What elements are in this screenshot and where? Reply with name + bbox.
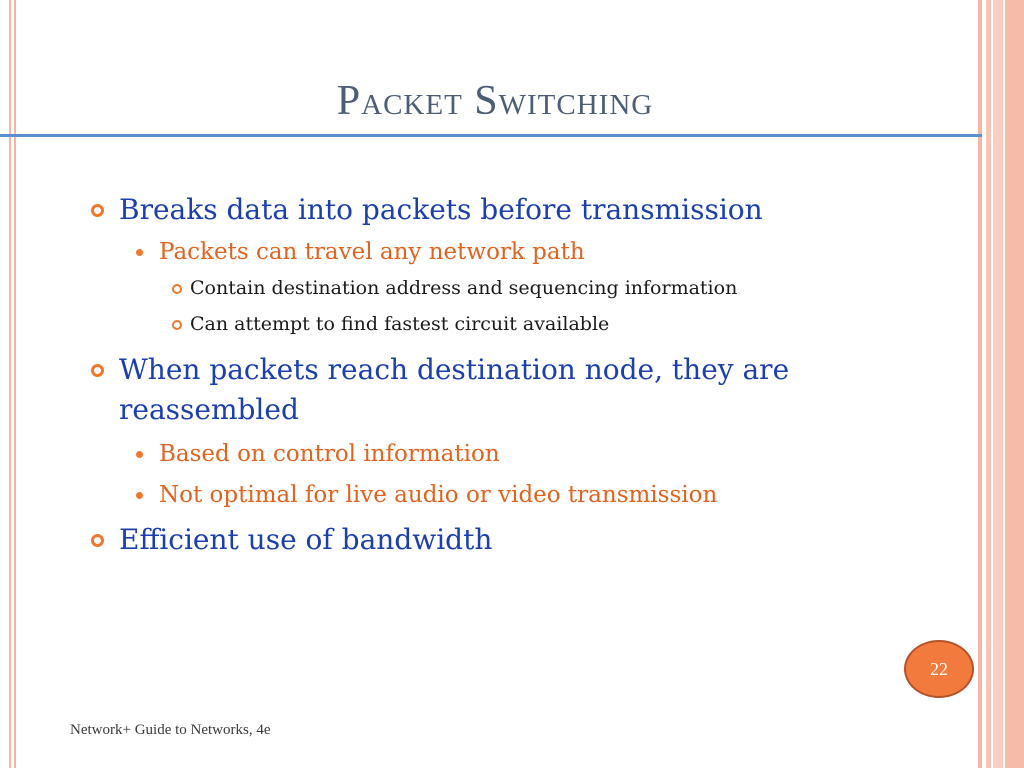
ring-bullet-icon bbox=[172, 284, 182, 294]
ring-bullet-icon bbox=[91, 364, 104, 377]
slide-footer: Network+ Guide to Networks, 4e bbox=[70, 722, 271, 738]
bullet-text: Packets can travel any network path bbox=[159, 239, 585, 265]
bullet-level3 bbox=[88, 311, 878, 338]
right-decor-stripe bbox=[993, 0, 1003, 768]
bullet-text: Not optimal for live audio or video transmission bbox=[159, 482, 718, 508]
right-decor-stripe bbox=[1005, 0, 1024, 768]
bullet-level1 bbox=[88, 350, 878, 430]
dot-bullet-icon bbox=[136, 249, 143, 256]
ring-bullet-icon bbox=[91, 534, 104, 547]
bullet-level3 bbox=[88, 275, 878, 302]
bullet-level1 bbox=[88, 520, 878, 560]
bullet-level2 bbox=[88, 236, 878, 269]
page-number-badge: 22 bbox=[904, 640, 974, 698]
title-divider bbox=[0, 134, 982, 137]
bullet-text: Efficient use of bandwidth bbox=[119, 523, 493, 556]
slide-content bbox=[88, 186, 878, 560]
bullet-text: Contain destination address and sequencing information bbox=[190, 277, 738, 299]
dot-bullet-icon bbox=[136, 492, 143, 499]
bullet-text: Based on control information bbox=[159, 441, 500, 467]
ring-bullet-icon bbox=[91, 204, 104, 217]
bullet-text: Can attempt to find fastest circuit available bbox=[190, 313, 610, 335]
bullet-level1 bbox=[88, 190, 878, 230]
dot-bullet-icon bbox=[136, 451, 143, 458]
bullet-level2 bbox=[88, 438, 878, 471]
slide-title: Packet Switching bbox=[336, 78, 654, 124]
bullet-text: Breaks data into packets before transmission bbox=[119, 193, 763, 226]
ring-bullet-icon bbox=[172, 320, 182, 330]
bullet-text: When packets reach destination node, they are reassembled bbox=[119, 353, 790, 426]
bullet-level2 bbox=[88, 479, 878, 512]
